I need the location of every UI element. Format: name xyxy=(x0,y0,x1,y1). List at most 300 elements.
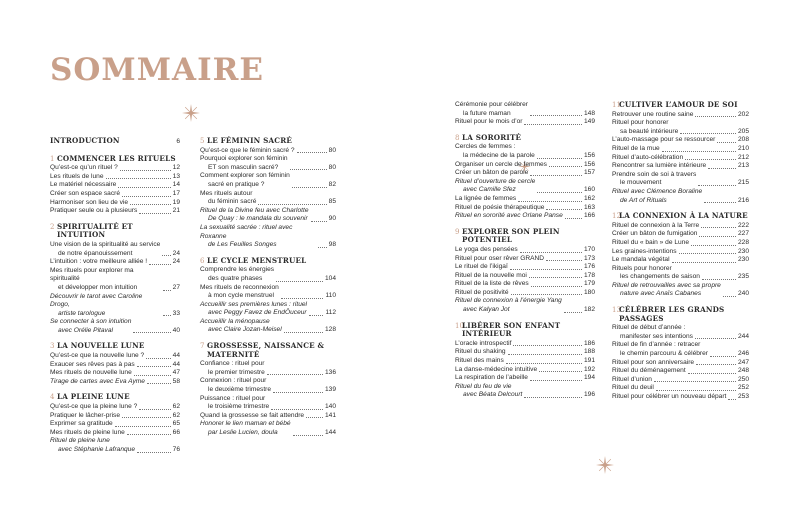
toc-entry-line: avec Peggy Favez de EndÔuceur xyxy=(208,309,307,317)
toc-entry[interactable] xyxy=(455,348,595,357)
toc-entry-line: Connexion : rituel pour xyxy=(200,377,267,385)
page-number: 19 xyxy=(172,198,180,206)
dot-leader xyxy=(139,409,170,410)
toc-entry-title xyxy=(50,412,120,421)
toc-entry-title xyxy=(50,181,116,190)
toc-entry[interactable] xyxy=(612,341,749,358)
toc-entry-title xyxy=(612,119,678,136)
toc-entry-line: Mes rituels pour explorer ma spiritualité xyxy=(50,266,134,283)
toc-entry-line: et développer mon intuition xyxy=(58,283,138,291)
page-number: 191 xyxy=(583,357,595,365)
page-number: 156 xyxy=(583,160,595,168)
toc-entry[interactable] xyxy=(455,263,595,272)
toc-entry-title xyxy=(455,204,544,213)
page-number: 104 xyxy=(324,274,336,282)
toc-entry[interactable] xyxy=(455,357,595,366)
toc-entry[interactable] xyxy=(200,412,336,421)
toc-entry[interactable] xyxy=(50,378,180,387)
dot-leader xyxy=(293,435,323,436)
toc-entry-title xyxy=(612,162,706,171)
page-number: 148 xyxy=(583,109,595,117)
page-number: 82 xyxy=(328,180,336,188)
page-number: 250 xyxy=(737,375,749,383)
toc-entry-title xyxy=(612,230,697,239)
section-heading[interactable] xyxy=(455,322,595,339)
page-number: 178 xyxy=(583,271,595,279)
toc-entry-title xyxy=(612,239,689,248)
dot-leader xyxy=(564,312,582,313)
dot-leader xyxy=(513,345,582,346)
section-heading[interactable] xyxy=(50,393,180,402)
toc-entry[interactable] xyxy=(612,239,749,248)
toc-entry-title xyxy=(455,143,535,160)
toc-entry-line: Les rituels de lune xyxy=(50,172,104,180)
dot-leader xyxy=(297,152,327,153)
dot-leader xyxy=(281,298,324,299)
toc-entry-title xyxy=(50,173,104,182)
toc-entry[interactable] xyxy=(200,266,336,283)
toc-entry[interactable] xyxy=(612,367,749,376)
dot-leader xyxy=(115,426,171,427)
toc-entry-title xyxy=(200,207,309,224)
dot-leader xyxy=(318,247,327,248)
dot-leader xyxy=(524,397,582,398)
toc-entry-title xyxy=(612,265,700,282)
toc-entry[interactable] xyxy=(612,376,749,385)
sparkle-star-icon xyxy=(596,456,614,474)
toc-entry-line: Rituel de connexion à la Terre xyxy=(612,221,700,229)
toc-entry-line: Rituel de la mue xyxy=(612,144,660,152)
dot-leader xyxy=(258,204,326,205)
dot-leader xyxy=(537,192,582,193)
toc-entry[interactable] xyxy=(50,437,180,454)
page-number: 144 xyxy=(324,429,336,436)
dot-leader xyxy=(118,187,170,188)
page-number: 213 xyxy=(737,162,749,170)
toc-entry[interactable] xyxy=(50,361,180,370)
page-number: 173 xyxy=(583,254,595,262)
page-number: 24 xyxy=(172,249,180,257)
dot-leader xyxy=(267,374,323,375)
toc-entry-line: Mes rituels autour xyxy=(200,189,253,197)
toc-entry[interactable] xyxy=(612,393,749,402)
section-title: LA PLEINE LUNE xyxy=(57,392,130,402)
dot-leader xyxy=(309,315,323,316)
page-number: 205 xyxy=(737,127,749,135)
toc-entry-line: Rituel pour honorer xyxy=(612,119,669,127)
dot-leader xyxy=(688,373,736,374)
toc-entry[interactable] xyxy=(612,188,749,205)
dot-leader xyxy=(717,142,736,143)
toc-entry[interactable] xyxy=(612,230,749,239)
page-number: 216 xyxy=(737,196,749,204)
page-number: 110 xyxy=(325,292,336,300)
toc-entry-line: Créer un bâton de parole xyxy=(455,169,529,177)
toc-entry[interactable] xyxy=(50,181,180,190)
toc-entry-title xyxy=(50,361,135,370)
dot-leader xyxy=(695,116,736,117)
toc-entry[interactable] xyxy=(455,161,595,170)
toc-entry-line: La danse-médecine intuitive xyxy=(455,365,538,373)
toc-entry-line: Cercles de femmes : xyxy=(455,143,516,151)
toc-entry[interactable] xyxy=(200,155,336,172)
toc-entry[interactable] xyxy=(50,403,180,412)
toc-entry-line: avec Kalyan Jot xyxy=(463,306,510,314)
page-number: 192 xyxy=(583,365,595,373)
section-number: 13 xyxy=(612,306,621,315)
toc-entry-title xyxy=(50,199,128,208)
toc-entry[interactable] xyxy=(50,352,180,361)
toc-entry[interactable] xyxy=(612,265,749,282)
toc-entry-line: Créer son espace sacré xyxy=(50,189,121,197)
toc-entry[interactable] xyxy=(50,199,180,208)
page-number: 47 xyxy=(172,369,180,377)
toc-entry-title xyxy=(612,171,696,188)
toc-entry[interactable] xyxy=(455,383,595,400)
toc-entry-title xyxy=(612,145,660,154)
toc-entry-line: avec Claire Jozan-Meisel xyxy=(208,326,282,334)
toc-entry-title xyxy=(455,357,504,366)
toc-entry-line: ET son masculin sacré? xyxy=(208,163,279,171)
toc-entry[interactable] xyxy=(455,280,595,289)
toc-entry-line: Découvrir le tarot avec Caroline Drogo, xyxy=(50,292,143,309)
toc-entry[interactable] xyxy=(50,318,180,335)
dot-leader xyxy=(662,151,736,152)
section-heading[interactable] xyxy=(50,155,180,164)
page-number: 157 xyxy=(583,169,595,177)
toc-entry[interactable] xyxy=(612,359,749,368)
dot-leader xyxy=(696,364,736,365)
toc-entry[interactable] xyxy=(200,284,336,301)
section-number: 2 xyxy=(50,222,55,231)
toc-column-1 xyxy=(50,137,180,455)
toc-entry-title xyxy=(200,147,295,156)
section-heading[interactable] xyxy=(50,223,180,240)
toc-entry-title xyxy=(200,395,269,412)
toc-entry-line: le deuxième trimestre xyxy=(208,386,272,394)
toc-entry-line: Comment explorer son féminin xyxy=(200,172,290,180)
toc-entry[interactable] xyxy=(612,111,749,120)
page-number: 65 xyxy=(172,420,180,428)
toc-entry[interactable] xyxy=(455,272,595,281)
toc-entry[interactable] xyxy=(50,420,180,429)
page-number: 228 xyxy=(737,238,749,246)
section-number: 7 xyxy=(200,342,205,351)
section-heading[interactable] xyxy=(200,137,336,146)
toc-entry-line: Rituel de retrouvailles avec sa propre xyxy=(612,281,721,289)
toc-entry[interactable] xyxy=(612,384,749,393)
toc-entry-title xyxy=(200,284,279,301)
toc-entry[interactable] xyxy=(612,136,749,145)
toc-entry-line: Rituel de positivité xyxy=(455,288,509,296)
toc-entry-title xyxy=(612,282,721,299)
dot-leader xyxy=(147,383,171,384)
toc-entry-title xyxy=(50,241,160,258)
toc-entry[interactable] xyxy=(200,172,336,189)
toc-entry-line: du féminin sacré xyxy=(208,198,257,206)
toc-entry-line: des quatre phases xyxy=(208,274,263,282)
page-number: 40 xyxy=(172,326,180,334)
toc-entry-title xyxy=(200,301,307,318)
dot-leader xyxy=(276,281,323,282)
toc-entry[interactable] xyxy=(612,282,749,299)
toc-entry[interactable] xyxy=(612,162,749,171)
sparkle-star-icon xyxy=(182,104,200,122)
page-number: 112 xyxy=(325,309,336,317)
section-heading[interactable] xyxy=(612,212,749,221)
toc-entry-line: Le yoga des pensées xyxy=(455,245,518,253)
dot-leader xyxy=(530,115,582,116)
toc-entry-title xyxy=(455,280,529,289)
toc-entry[interactable] xyxy=(50,293,180,319)
toc-entry-line: manifester ses intentions xyxy=(620,332,693,340)
toc-entry-title xyxy=(50,318,131,335)
dot-leader xyxy=(506,363,582,364)
toc-column-3 xyxy=(455,101,595,400)
dot-leader xyxy=(518,201,582,202)
dot-leader xyxy=(306,417,323,418)
toc-entry[interactable] xyxy=(200,420,336,437)
toc-entry-title xyxy=(50,207,137,216)
toc-entry-line: Organiser un cercle de femmes xyxy=(455,160,547,168)
section-heading[interactable] xyxy=(200,257,336,266)
toc-entry-title xyxy=(455,374,528,383)
dot-leader xyxy=(139,213,170,214)
toc-entry[interactable] xyxy=(50,267,180,293)
page-number: 12 xyxy=(172,164,180,172)
toc-entry[interactable] xyxy=(612,222,749,231)
toc-entry[interactable] xyxy=(50,173,180,182)
toc-entry-line: Mes rituels de pleine lune xyxy=(50,428,125,436)
page-number: 44 xyxy=(172,360,180,368)
toc-entry[interactable] xyxy=(50,258,180,267)
section-title: COMMENCER LES RITUELS xyxy=(57,153,176,163)
toc-entry[interactable] xyxy=(455,178,595,195)
page-number: 85 xyxy=(328,198,336,206)
toc-entry-line: Cérémonie pour célébrer xyxy=(455,101,528,108)
toc-entry-title xyxy=(50,267,161,293)
dot-leader xyxy=(508,354,582,355)
page-number: 202 xyxy=(737,110,749,118)
toc-entry[interactable] xyxy=(50,164,180,173)
toc-entry-line: Mes rituels de nouvelle lune xyxy=(50,369,132,377)
toc-entry[interactable] xyxy=(612,256,749,265)
dot-leader xyxy=(120,170,171,171)
toc-entry-line: Rituel du shaking xyxy=(455,348,506,356)
introduction-title: INTRODUCTION xyxy=(50,136,120,145)
page-title: SOMMAIRE xyxy=(50,52,264,88)
page-number: 24 xyxy=(172,258,180,266)
toc-entry-title xyxy=(200,224,316,250)
page-number: 210 xyxy=(737,144,749,152)
dot-leader xyxy=(122,417,171,418)
dot-leader xyxy=(137,366,171,367)
dot-leader xyxy=(510,269,582,270)
toc-entry[interactable] xyxy=(50,429,180,438)
toc-entry[interactable] xyxy=(455,246,595,255)
toc-entry[interactable] xyxy=(455,204,595,213)
toc-entry-line: Retrouver une routine saine xyxy=(612,110,694,118)
section-title: GROSSESSE, NAISSANCE & MATERNITÉ xyxy=(207,341,325,359)
toc-entry[interactable] xyxy=(200,395,336,412)
toc-entry-line: Le rituel de l’ikigaï xyxy=(455,263,508,271)
toc-column-4 xyxy=(612,101,749,402)
toc-entry-line: Rituel pour le mois d’or xyxy=(455,118,523,126)
dot-leader xyxy=(539,371,582,372)
toc-entry[interactable] xyxy=(200,190,336,207)
toc-entry[interactable] xyxy=(455,374,595,383)
toc-entry[interactable] xyxy=(612,248,749,257)
toc-entry[interactable] xyxy=(455,366,595,375)
toc-column-2 xyxy=(200,137,336,438)
toc-entry[interactable] xyxy=(200,147,336,156)
toc-entry-title xyxy=(455,178,535,195)
toc-entry[interactable] xyxy=(50,241,180,258)
section-title: EXPLORER SON PLEIN POTENTIEL xyxy=(462,226,560,245)
toc-entry-line: à mon cycle menstruel xyxy=(208,292,274,300)
page-number: 58 xyxy=(172,377,180,385)
toc-entry[interactable] xyxy=(612,145,749,154)
toc-entry-line: le troisième trimestre xyxy=(208,403,270,411)
page-number: 162 xyxy=(583,194,595,202)
section-heading[interactable] xyxy=(455,228,595,245)
toc-entry-title xyxy=(50,403,137,412)
page-number: 160 xyxy=(583,186,595,194)
toc-entry[interactable] xyxy=(200,224,336,250)
section-number: 9 xyxy=(455,227,460,236)
dot-leader xyxy=(679,253,736,254)
toc-entry-line: Prendre soin de soi à travers xyxy=(612,170,697,178)
page-number: 98 xyxy=(328,241,336,249)
toc-entry[interactable] xyxy=(50,207,180,216)
toc-entry-line: Rituel du déménagement xyxy=(612,367,686,375)
toc-entry-line: avec Orélie Pitaval xyxy=(58,326,113,334)
toc-entry[interactable] xyxy=(455,289,595,298)
page-number: 139 xyxy=(324,386,336,394)
toc-entry-line: Qu’est-ce qu’un rituel ? xyxy=(50,164,118,172)
section-heading[interactable] xyxy=(50,342,180,351)
dot-leader xyxy=(530,175,582,176)
toc-entry-title xyxy=(455,383,522,400)
page-number: 182 xyxy=(583,306,595,314)
toc-entry[interactable] xyxy=(50,369,180,378)
dot-leader xyxy=(565,218,582,219)
toc-entry[interactable] xyxy=(455,255,595,264)
dot-leader xyxy=(549,166,582,167)
toc-entry[interactable] xyxy=(455,195,595,204)
toc-entry-title xyxy=(50,437,135,454)
toc-entry-title xyxy=(200,318,282,335)
page-number: 80 xyxy=(328,163,336,171)
section-number: 3 xyxy=(50,342,55,351)
toc-introduction[interactable] xyxy=(50,137,180,147)
section-number: 5 xyxy=(200,137,205,145)
page-number: 149 xyxy=(583,118,595,126)
page-number: 80 xyxy=(328,146,336,154)
page-number: 170 xyxy=(583,245,595,253)
page-number: 188 xyxy=(583,348,595,356)
toc-entry-title xyxy=(612,384,654,393)
toc-entry-line: La lignée de femmes xyxy=(455,194,517,202)
toc-entry-title xyxy=(200,420,291,437)
toc-entry-title xyxy=(50,293,161,319)
toc-entry-title xyxy=(612,248,677,257)
toc-entry-line: Qu’est-ce que la pleine lune ? xyxy=(50,403,138,411)
toc-entry[interactable] xyxy=(612,324,749,341)
page-number: 247 xyxy=(737,358,749,366)
toc-entry-line: Rituel d’union xyxy=(612,375,652,383)
toc-entry[interactable] xyxy=(612,154,749,163)
toc-entry-title xyxy=(612,367,686,376)
toc-entry[interactable] xyxy=(455,143,595,160)
toc-entry-line: le mouvement xyxy=(620,179,662,187)
page-number: 27 xyxy=(172,283,180,291)
toc-entry-title xyxy=(455,161,547,170)
dot-leader xyxy=(273,392,323,393)
section-title: LE FÉMININ SACRÉ xyxy=(207,136,293,145)
page-number: 215 xyxy=(737,179,749,187)
page-number: 166 xyxy=(583,212,595,220)
toc-entry-line: par Leslie Lucien, doula xyxy=(208,429,278,436)
page-number: 179 xyxy=(583,280,595,288)
section-heading[interactable] xyxy=(612,306,749,323)
toc-entry-line: Rituel avec Clémence Boraline xyxy=(612,187,703,195)
dot-leader xyxy=(728,399,736,400)
page-number: 212 xyxy=(737,153,749,161)
toc-entry[interactable] xyxy=(200,377,336,394)
toc-entry[interactable] xyxy=(455,297,595,314)
toc-entry[interactable] xyxy=(200,318,336,335)
section-heading[interactable] xyxy=(200,342,336,359)
toc-entry[interactable] xyxy=(455,169,595,178)
toc-entry[interactable] xyxy=(455,212,595,221)
toc-entry-line: Quand la grossesse se fait attendre xyxy=(200,411,305,419)
toc-entry-line: Rituel pour oser rêver GRAND xyxy=(455,254,545,262)
toc-entry-title xyxy=(200,172,290,189)
section-title: CULTIVER L’AMOUR DE SOI xyxy=(619,100,738,109)
dot-leader xyxy=(691,245,736,246)
section-number: 8 xyxy=(455,133,460,142)
page-number: 14 xyxy=(172,181,180,189)
toc-entry-title xyxy=(455,297,562,314)
toc-entry-line: Rituel de la liste de rêves xyxy=(455,280,529,288)
dot-leader xyxy=(149,264,171,265)
toc-entry-title xyxy=(200,360,265,377)
dot-leader xyxy=(710,356,736,357)
toc-entry[interactable] xyxy=(200,360,336,377)
toc-entry[interactable] xyxy=(455,118,595,127)
page-number: 230 xyxy=(737,247,749,255)
toc-entry[interactable] xyxy=(455,340,595,349)
toc-entry[interactable] xyxy=(612,171,749,188)
toc-entry[interactable] xyxy=(612,119,749,136)
toc-entry[interactable] xyxy=(200,207,336,224)
toc-entry[interactable] xyxy=(200,301,336,318)
toc-entry[interactable] xyxy=(455,101,595,118)
section-heading[interactable] xyxy=(455,134,595,143)
toc-entry[interactable] xyxy=(50,190,180,199)
section-number: 12 xyxy=(612,212,621,221)
page-number: 186 xyxy=(583,339,595,347)
page-number: 180 xyxy=(583,288,595,296)
toc-entry-line: Rituel pour son anniversaire xyxy=(612,358,695,366)
section-heading[interactable] xyxy=(612,101,749,110)
toc-entry-line: Rituel de la Divine feu avec Charlotte xyxy=(200,206,309,214)
toc-entry-title xyxy=(50,378,145,387)
page-number: 227 xyxy=(737,230,749,238)
dot-leader xyxy=(708,168,736,169)
toc-entry[interactable] xyxy=(50,412,180,421)
